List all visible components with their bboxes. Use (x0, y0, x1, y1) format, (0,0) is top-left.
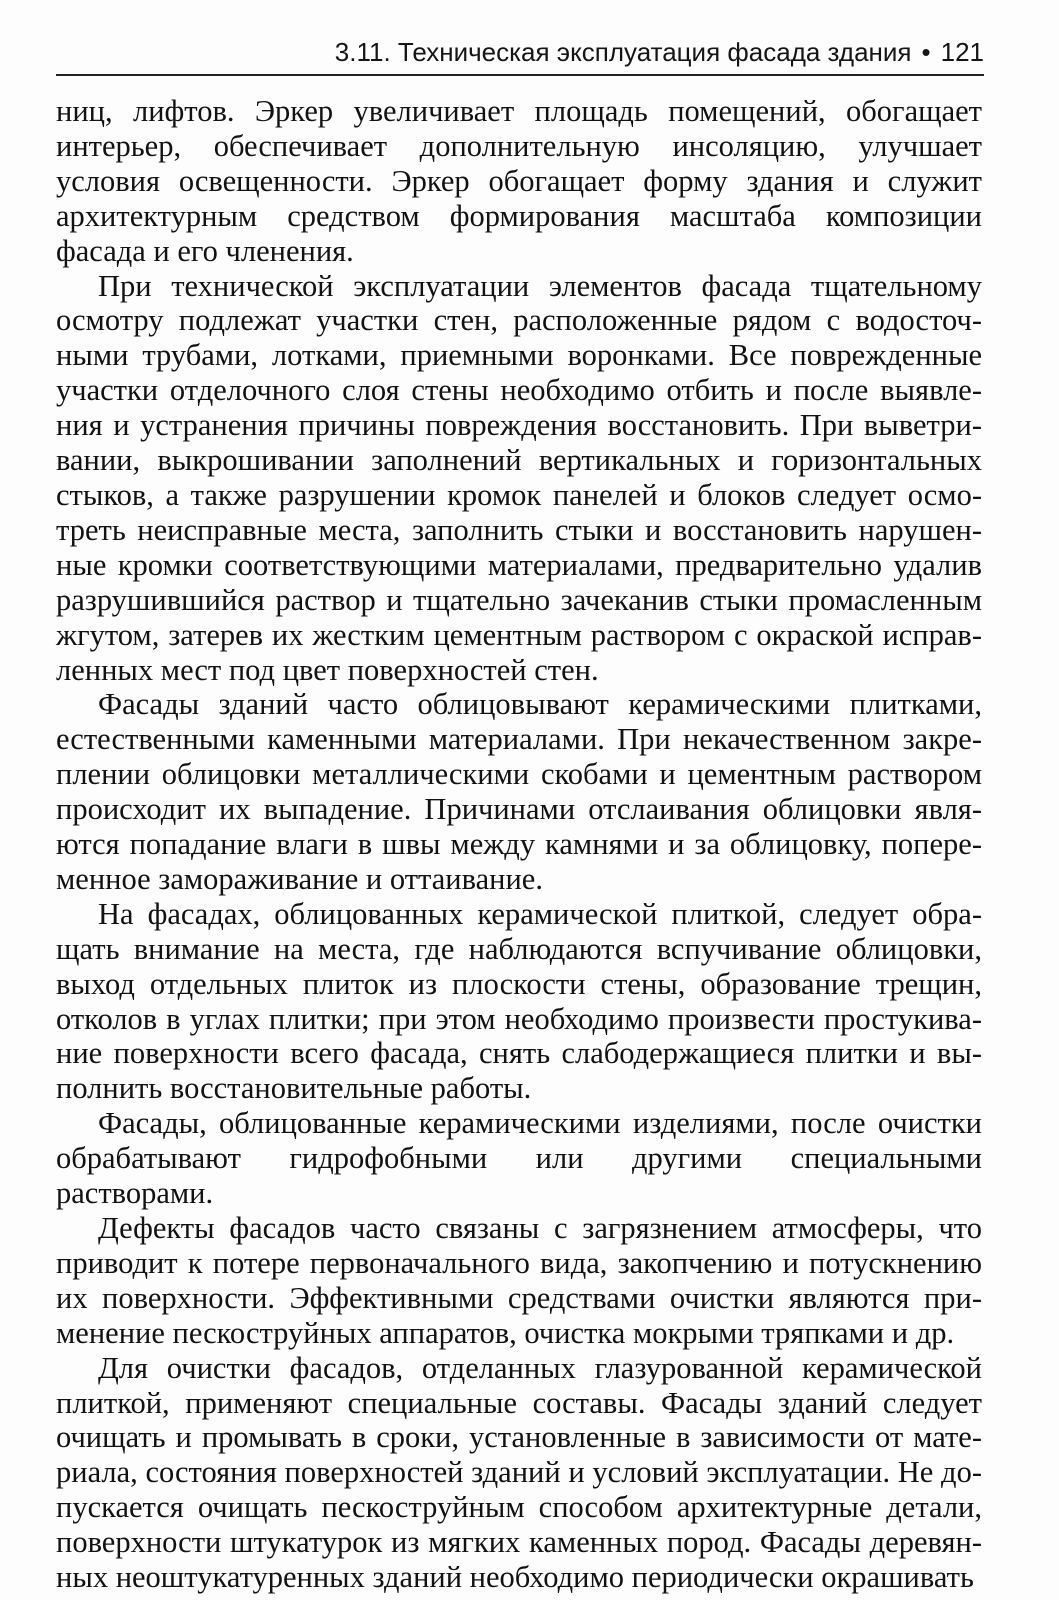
paragraph-5: Фасады, облицованные керамическими изделиями, после очистки обрабатывают гидрофобными или другими специальными растворами. (56, 1106, 982, 1211)
paragraph-3: Фасады зданий часто облицовывают керамическими плитками, естественными каменными материалами. При некачественном закреплении облицовки металлическими скобами и цементным раствором происходит их выпадение. Причинами отслаивания облицовки являются попадание влаги в швы между камнями и за облицовку, попеременное замораживание и оттаивание. (56, 687, 982, 896)
paragraph-2: При технической эксплуатации элементов фасада тщательному осмотру подлежат участки стен, расположенные рядом с водосточными трубами, лотками, приемными воронками. Все поврежденные участки отделочного слоя стены необходимо отбить и после выявления и устранения причины повреждения восстановить. При выветривании, выкрошивании заполнений вертикальных и горизонтальных стыков, а также разрушении кромок панелей и блоков следует осмотреть неисправные места, заполнить стыки и восстановить нарушенные кромки соответствующими материалами, предварительно удалив разрушившийся раствор и тщательно зачеканив стыки промасленным жгутом, затерев их жестким цементным раствором с окраской исправленных мест под цвет поверхностей стен. (56, 268, 982, 687)
paragraph-4: На фасадах, облицованных керамической плиткой, следует обращать внимание на места, где наблюдаются вспучивание облицовки, выход отдельных плиток из плоскости стены, образование трещин, отколов в углах плитки; при этом необходимо произвести простукивание поверхности всего фасада, снять слабодержащиеся плитки и выполнить восстановительные работы. (56, 896, 982, 1106)
paragraph-6: Дефекты фасадов часто связаны с загрязнением атмосферы, что приводит к потере первоначального вида, закопчению и потускнению их поверхности. Эффективными средствами очистки являются применение пескоструйных аппаратов, очистка мокрыми тряпками и др. (56, 1211, 982, 1350)
bullet-separator: • (921, 37, 931, 67)
paragraph-1: ниц, лифтов. Эркер увеличивает площадь помещений, обогащает интерьер, обеспечивает дополнительную инсоляцию, улучшает условия освещенности. Эркер обогащает форму здания и служит архитектурным средством формирования масштаба композиции фасада и его членения. (56, 94, 982, 268)
section-title: 3.11. Техническая эксплуатация фасада здания (334, 37, 912, 67)
body-text (56, 94, 982, 1595)
paragraph-7: Для очистки фасадов, отделанных глазурованной керамической плиткой, применяют специальные составы. Фасады зданий следует очищать и промывать в сроки, установленные в зависимости от материала, состояния поверхностей зданий и условий эксплуатации. Не допускается очищать пескоструйным способом архитектурные детали, поверхности штукатурок из мягких каменных пород. Фасады деревянных неоштукатуренных зданий необходимо периодически окрашивать (56, 1350, 982, 1595)
page-number: 121 (940, 37, 984, 67)
running-header (56, 34, 984, 76)
